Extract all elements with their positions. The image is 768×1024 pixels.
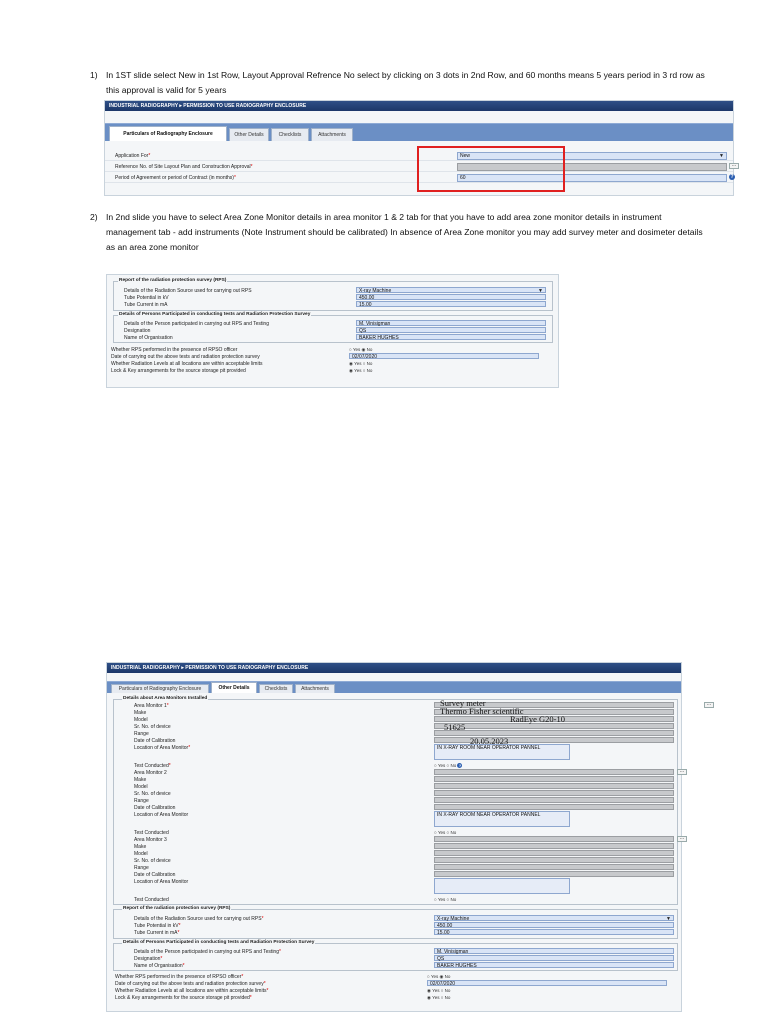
- step-number: 2): [90, 212, 98, 222]
- monitor-3-location-label: Location of Area Monitor: [134, 879, 189, 885]
- limits-radio[interactable]: ◉ Yes ○ No: [427, 988, 451, 993]
- handwritten-serial: 51625: [444, 722, 466, 732]
- persons-section: [113, 312, 553, 343]
- monitor-2-test-radio[interactable]: ○ Yes ○ No: [434, 830, 457, 835]
- monitor-3-serial-input[interactable]: [434, 857, 674, 863]
- monitor-3-model-label: Model: [134, 851, 148, 857]
- date-input[interactable]: 02/07/2020: [349, 353, 539, 359]
- rps-source-label: Details of the Radiation Source used for carrying out RPS: [124, 288, 252, 294]
- org-input[interactable]: BAKER HUGHES: [434, 962, 674, 968]
- handwritten-model: RadEye G20-10: [510, 714, 566, 724]
- rps-section-title: Report of the radiation protection survey (RPS): [123, 906, 231, 911]
- rps-source-select[interactable]: X-ray Machine ▼: [356, 287, 546, 293]
- monitor-2-label: Area Monitor 2: [134, 770, 167, 776]
- tab-bar: [107, 681, 681, 693]
- persons-section-title: Details of Persons Participated in conducting tests and Radiation Protection Survey: [119, 312, 311, 317]
- tab-other-details[interactable]: Other Details: [211, 682, 257, 693]
- chevron-down-icon: ▼: [719, 153, 724, 159]
- step-text: In 2nd slide you have to select Area Zone Monitor details in area monitor 1 & 2 tab for that you have to add area zone monitor details in instrument management tab - add instruments (Note Instrument should be calibrated) In absence of Area Zone monitor you may add survey meter and dosimeter details as an area zone monitor: [106, 212, 703, 252]
- application-for-label: Application For*: [115, 153, 151, 159]
- person-name-input[interactable]: M. Vinisigman: [356, 320, 546, 326]
- monitor-2-test-label: Test Conducted: [134, 830, 169, 836]
- tab-attachments[interactable]: Attachments: [295, 684, 335, 693]
- monitor-2-location-input[interactable]: IN X-RAY ROOM NEAR OPERATOR PANNEL: [434, 811, 570, 827]
- period-label: Period of Agreement or period of Contract (in months)*: [115, 175, 236, 181]
- lock-radio[interactable]: ◉ Yes ○ No: [427, 995, 451, 1000]
- org-label: Name of Organisation: [124, 335, 173, 341]
- monitor-1-label: Area Monitor 1*: [134, 703, 169, 709]
- monitor-3-range-label: Range: [134, 865, 149, 871]
- rps-section: [113, 906, 678, 939]
- monitor-1-location-label: Location of Area Monitor*: [134, 745, 191, 751]
- persons-section-title: Details of Persons Participated in conducting tests and Radiation Protection Survey: [123, 940, 315, 945]
- rpso-question-label: Whether RPS performed in the presence of RPSO officer*: [115, 974, 244, 980]
- designation-label: Designation*: [134, 956, 163, 962]
- rps-kv-input[interactable]: 450.00: [434, 922, 674, 928]
- rps-ma-input[interactable]: 15.00: [434, 929, 674, 935]
- date-label: Date of carrying out the above tests and radiation protection survey*: [115, 981, 266, 987]
- monitor-1-make-label: Make: [134, 710, 147, 716]
- monitor-3-browse-button[interactable]: ...: [677, 836, 687, 842]
- rps-ma-label: Tube Current in mA*: [134, 930, 180, 936]
- screenshot-slide-2-full: [106, 662, 712, 1012]
- tab-checklists[interactable]: Checklists: [271, 128, 309, 141]
- monitor-3-label: Area Monitor 3: [134, 837, 167, 843]
- person-name-input[interactable]: M. Vinisigman: [434, 948, 674, 954]
- monitor-3-test-label: Test Conducted: [134, 897, 169, 903]
- monitor-1-test-radio[interactable]: ○ Yes ○ No ?: [434, 763, 462, 768]
- monitor-3-make-label: Make: [134, 844, 147, 850]
- screenshot-slide-2-partial: [106, 274, 559, 388]
- monitor-2-make-input[interactable]: [434, 776, 674, 782]
- monitor-1-model-label: Model: [134, 717, 148, 723]
- highlight-box: [417, 146, 565, 192]
- handwritten-survey-meter: Survey meter: [440, 698, 486, 708]
- rpso-question-label: Whether RPS performed in the presence of RPSO officer: [111, 347, 238, 353]
- screenshot-slide-1: [104, 100, 737, 196]
- monitor-3-location-input[interactable]: [434, 878, 570, 894]
- monitor-2-browse-button[interactable]: ...: [677, 769, 687, 775]
- tab-checklists[interactable]: Checklists: [259, 684, 293, 693]
- chevron-down-icon: ▼: [538, 288, 543, 294]
- tab-attachments[interactable]: Attachments: [311, 128, 353, 141]
- tab-particulars[interactable]: Particulars of Radiography Enclosure: [111, 684, 209, 693]
- monitor-2-model-label: Model: [134, 784, 148, 790]
- monitor-2-range-input[interactable]: [434, 797, 674, 803]
- area-monitors-section: [113, 696, 712, 905]
- monitor-2-model-input[interactable]: [434, 783, 674, 789]
- monitor-3-calib-label: Date of Calibration: [134, 872, 176, 878]
- monitor-1-location-input[interactable]: IN X-RAY ROOM NEAR OPERATOR PANNEL: [434, 744, 570, 760]
- rps-ma-input[interactable]: 15.00: [356, 301, 546, 307]
- monitor-2-range-label: Range: [134, 798, 149, 804]
- help-icon[interactable]: ?: [458, 763, 462, 768]
- lock-question-label: Lock & Key arrangements for the source storage pit provided*: [115, 995, 252, 1001]
- monitor-2-serial-label: Sr. No. of device: [134, 791, 171, 797]
- instruction-step-2: [90, 210, 710, 255]
- instruction-step-1: [90, 68, 710, 98]
- monitor-2-serial-input[interactable]: [434, 790, 674, 796]
- tab-other-details[interactable]: Other Details: [229, 128, 269, 141]
- limits-question-label: Whether Radiation Levels at all locations are within acceptable limits*: [115, 988, 269, 994]
- limits-radio[interactable]: ◉ Yes ○ No: [349, 361, 373, 366]
- more-options-button[interactable]: ...: [729, 163, 739, 169]
- rps-source-label: Details of the Radiation Source used for carrying out RPS*: [134, 916, 264, 922]
- monitor-2-calib-label: Date of Calibration: [134, 805, 176, 811]
- step-text: In 1ST slide select New in 1st Row, Layout Approval Refrence No select by clicking on 3 dots in 2nd Row, and 60 months means 5 years period in 3 rd row as this approval is valid for 5 years: [106, 70, 705, 95]
- chevron-down-icon: ▼: [666, 916, 671, 922]
- rps-source-select[interactable]: X-ray Machine ▼: [434, 915, 674, 921]
- rpso-radio[interactable]: ○ Yes ◉ No: [349, 347, 373, 352]
- monitor-3-range-input[interactable]: [434, 864, 674, 870]
- limits-question-label: Whether Radiation Levels at all locations are within acceptable limits: [111, 361, 263, 367]
- monitor-2-location-label: Location of Area Monitor: [134, 812, 189, 818]
- org-input[interactable]: BAKER HUGHES: [356, 334, 546, 340]
- help-icon[interactable]: ?: [730, 174, 734, 180]
- rps-section-title: Report of the radiation protection survey (RPS): [119, 278, 227, 283]
- rps-section: [113, 278, 553, 311]
- person-name-label: Details of the Person participated in carrying out RPS and Testing: [124, 321, 269, 327]
- period-input[interactable]: 60: [457, 174, 727, 182]
- rps-ma-label: Tube Current in mA: [124, 302, 168, 308]
- monitor-3-test-radio[interactable]: ○ Yes ○ No: [434, 897, 457, 902]
- tab-bar: [105, 123, 733, 141]
- step-number: 1): [90, 70, 98, 80]
- monitor-3-input[interactable]: [434, 836, 674, 842]
- monitor-1-range-label: Range: [134, 731, 149, 737]
- org-label: Name of Organisation*: [134, 963, 185, 969]
- handwritten-calibration-date: 20.05.2023: [470, 736, 509, 746]
- designation-input[interactable]: QS: [434, 955, 674, 961]
- monitor-2-calib-input[interactable]: [434, 804, 674, 810]
- rps-kv-label: Tube Potential in kV*: [134, 923, 181, 929]
- tab-particulars[interactable]: Particulars of Radiography Enclosure: [109, 126, 227, 141]
- monitor-3-model-input[interactable]: [434, 850, 674, 856]
- date-input[interactable]: 02/07/2020: [427, 980, 667, 986]
- layout-ref-label: Reference No. of Site Layout Plan and Construction Approval*: [115, 164, 253, 170]
- handwritten-make: Thermo Fisher scientific: [440, 706, 524, 716]
- lock-radio[interactable]: ◉ Yes ○ No: [349, 368, 373, 373]
- page-title: INDUSTRIAL RADIOGRAPHY ▸ PERMISSION TO USE RADIOGRAPHY ENCLOSURE: [105, 101, 733, 111]
- monitor-3-serial-label: Sr. No. of device: [134, 858, 171, 864]
- designation-input[interactable]: QS: [356, 327, 546, 333]
- persons-section: [113, 940, 678, 971]
- monitor-1-browse-button[interactable]: ...: [704, 702, 714, 708]
- monitor-2-input[interactable]: [434, 769, 674, 775]
- rpso-radio[interactable]: ○ Yes ◉ No: [427, 974, 451, 979]
- page-title: INDUSTRIAL RADIOGRAPHY ▸ PERMISSION TO USE RADIOGRAPHY ENCLOSURE: [107, 663, 681, 673]
- monitor-1-serial-label: Sr. No. of device: [134, 724, 171, 730]
- date-label: Date of carrying out the above tests and radiation protection survey: [111, 354, 260, 360]
- monitor-3-calib-input[interactable]: [434, 871, 674, 877]
- designation-label: Designation: [124, 328, 151, 334]
- person-name-label: Details of the Person participated in carrying out RPS and Testing*: [134, 949, 281, 955]
- monitor-1-calib-label: Date of Calibration: [134, 738, 176, 744]
- rps-kv-input[interactable]: 450.00: [356, 294, 546, 300]
- monitor-1-test-label: Test Conducted*: [134, 763, 171, 769]
- lock-question-label: Lock & Key arrangements for the source storage pit provided: [111, 368, 246, 374]
- application-for-select[interactable]: New ▼: [457, 152, 727, 160]
- monitor-2-make-label: Make: [134, 777, 147, 783]
- area-monitors-title: Details about Area Monitors Installed: [123, 696, 208, 701]
- rps-kv-label: Tube Potential in kV: [124, 295, 169, 301]
- monitor-3-make-input[interactable]: [434, 843, 674, 849]
